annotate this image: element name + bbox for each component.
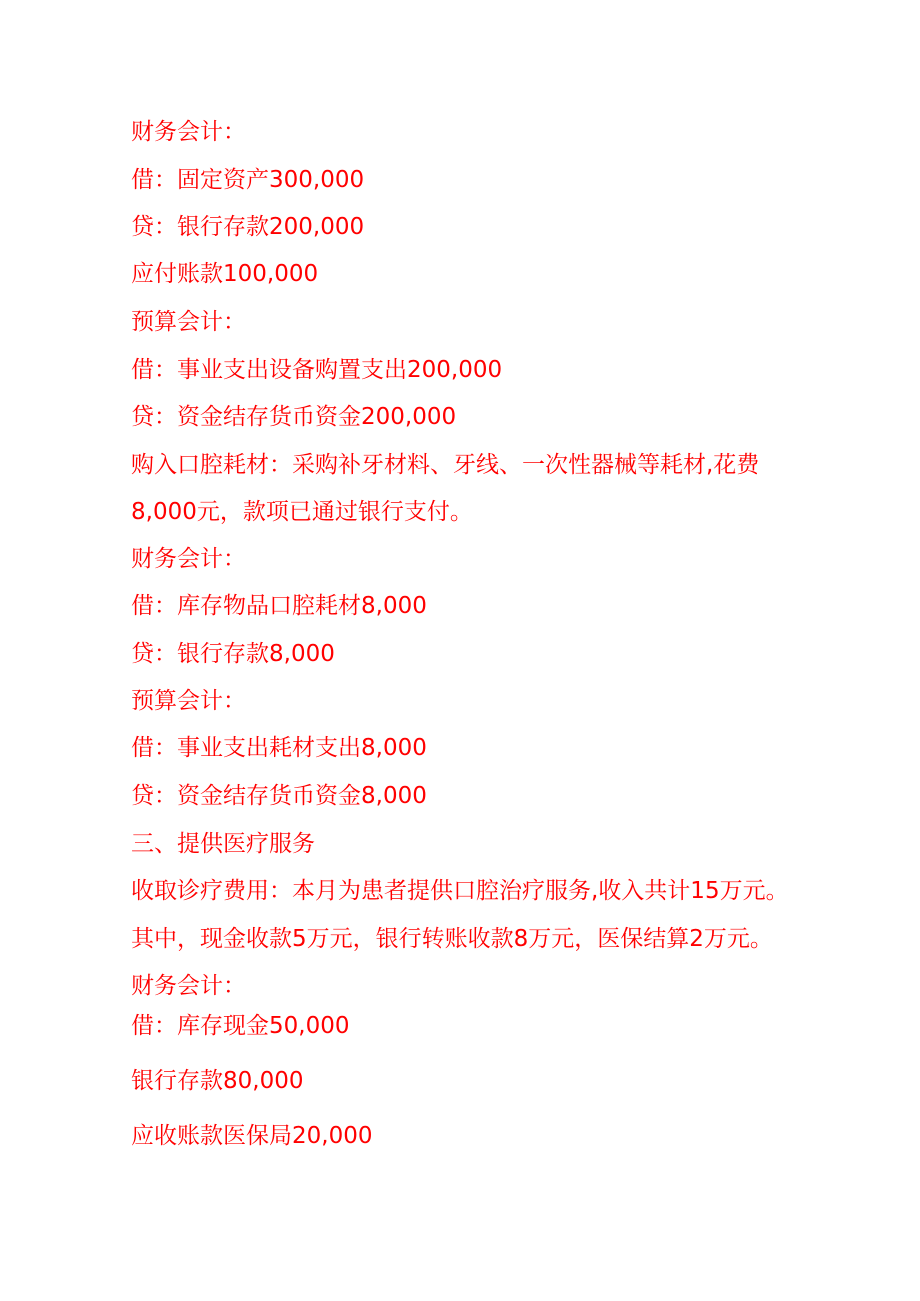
text-line: 收取诊疗费用：本月为患者提供口腔治疗服务,收入共计15万元。	[131, 878, 789, 904]
text-line: 贷：资金结存货币资金200,000	[131, 404, 457, 430]
text-line: 借：事业支出耗材支出8,000	[131, 735, 427, 761]
text-line: 银行存款80,000	[131, 1068, 304, 1094]
text-line: 购入口腔耗材：采购补牙材料、牙线、一次性器械等耗材,花费	[131, 452, 760, 478]
text-line: 8,000元，款项已通过银行支付。	[131, 499, 473, 525]
text-line: 借：事业支出设备购置支出200,000	[131, 357, 503, 383]
text-line: 贷：银行存款8,000	[131, 641, 335, 667]
text-line: 借：库存现金50,000	[131, 1013, 350, 1039]
text-line: 应付账款100,000	[131, 261, 319, 287]
text-line: 贷：资金结存货币资金8,000	[131, 783, 427, 809]
text-line: 三、提供医疗服务	[131, 831, 315, 857]
text-line: 其中，现金收款5万元，银行转账收款8万元，医保结算2万元。	[131, 926, 773, 952]
text-line: 借：库存物品口腔耗材8,000	[131, 593, 427, 619]
text-line: 财务会计：	[131, 546, 246, 572]
text-line: 财务会计：	[131, 119, 246, 145]
text-line: 预算会计：	[131, 309, 246, 335]
text-line: 财务会计：	[131, 973, 246, 999]
text-line: 应收账款医保局20,000	[131, 1123, 373, 1149]
text-line: 预算会计：	[131, 688, 246, 714]
text-line: 借：固定资产300,000	[131, 167, 365, 193]
text-line: 贷：银行存款200,000	[131, 214, 365, 240]
